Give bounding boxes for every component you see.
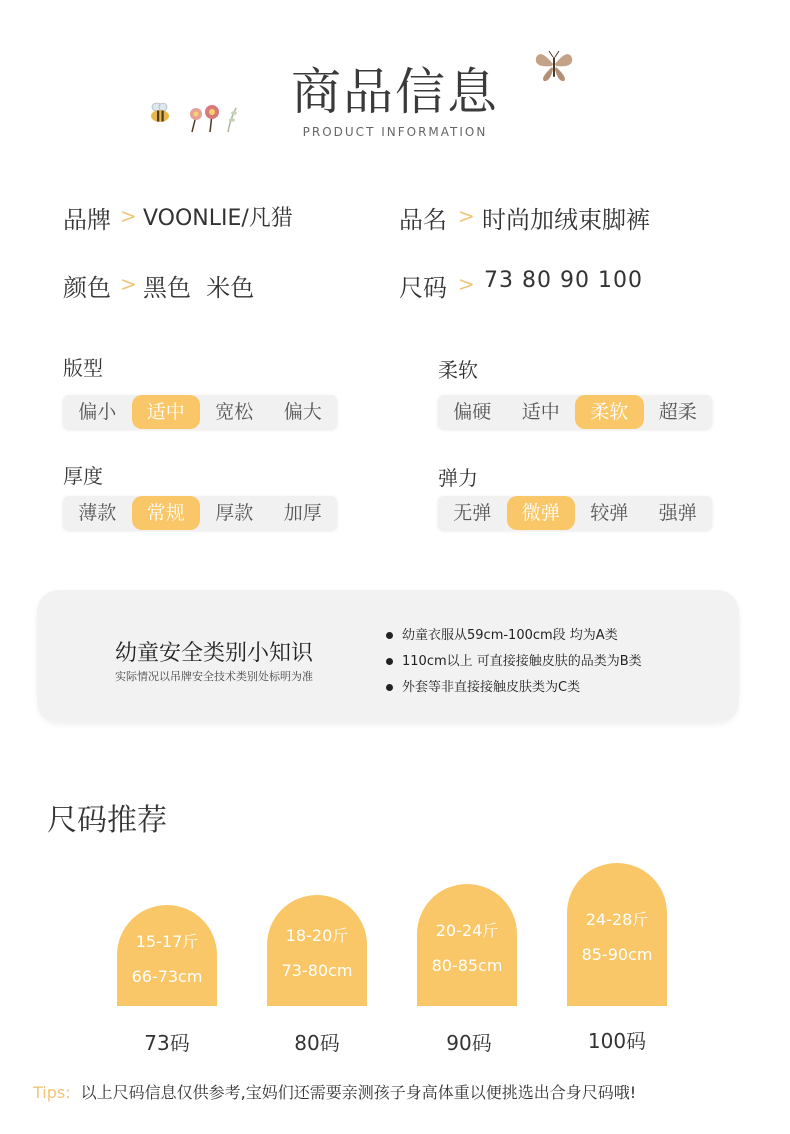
softness-option: 超柔: [658, 401, 697, 423]
size-card: [567, 863, 667, 1006]
name-value: 时尚加绒束脚裤: [482, 206, 650, 234]
thickness-option: 薄款: [78, 502, 117, 524]
elasticity-scale: [438, 496, 712, 530]
thickness-option-selected: 常规: [132, 496, 201, 530]
fit-scale: [63, 395, 337, 429]
safety-bullet: 外套等非直接接触皮肤类为C类: [386, 676, 580, 695]
color-value: 黑色 米色: [143, 274, 255, 302]
arrow-icon: >: [120, 272, 137, 296]
size-card: [267, 895, 367, 1006]
bullet-icon: [386, 632, 393, 639]
bullet-icon: [386, 684, 393, 691]
thickness-scale: [63, 496, 337, 530]
size-height: 66-73cm: [131, 967, 203, 986]
size-label: 100码: [587, 1029, 647, 1053]
elasticity-option: 无弹: [453, 502, 492, 524]
size-weight: 18-20斤: [285, 926, 349, 945]
tips-text: 以上尺码信息仅供参考,宝妈们还需要亲测孩子身高体重以便挑选出合身尺码哦!: [80, 1083, 637, 1102]
fit-option: 偏小: [78, 401, 117, 423]
brand-value: VOONLIE/凡猎: [143, 206, 293, 231]
softness-option-selected: 柔软: [575, 395, 644, 429]
page-subtitle: PRODUCT INFORMATION: [302, 125, 488, 139]
fit-title: 版型: [63, 356, 103, 380]
size-height: 73-80cm: [281, 961, 353, 980]
page-title: 商品信息: [291, 63, 499, 121]
bullet-icon: [386, 658, 393, 665]
size-weight: 24-28斤: [585, 910, 649, 929]
thickness-option: 加厚: [283, 502, 322, 524]
fit-option: 宽松: [215, 401, 254, 423]
size-weight: 15-17斤: [135, 932, 199, 951]
tips-label: Tips:: [33, 1083, 71, 1102]
thickness-option: 厚款: [215, 502, 254, 524]
arrow-icon: >: [458, 272, 475, 296]
softness-title: 柔软: [438, 358, 478, 382]
size-height: 80-85cm: [431, 956, 503, 975]
fit-option: 偏大: [283, 401, 322, 423]
safety-bullet: 幼童衣服从59cm-100cm段 均为A类: [386, 624, 618, 643]
elasticity-option-selected: 微弹: [507, 496, 576, 530]
size-label: 90码: [446, 1031, 492, 1055]
safety-bullet: 110cm以上 可直接接触皮肤的品类为B类: [386, 650, 642, 669]
softness-option: 适中: [521, 401, 560, 423]
softness-scale: [438, 395, 712, 429]
color-label: 颜色: [63, 274, 111, 302]
size-card: [417, 884, 517, 1006]
size-recommend-title: 尺码推荐: [47, 803, 167, 838]
elasticity-title: 弹力: [438, 466, 478, 490]
size-label: 尺码: [399, 274, 447, 302]
size-value: 73 80 90 100: [484, 268, 643, 293]
arrow-icon: >: [120, 204, 137, 228]
tips-line: [33, 1080, 636, 1103]
size-label: 73码: [144, 1031, 190, 1055]
brand-label: 品牌: [63, 206, 111, 234]
softness-option: 偏硬: [453, 401, 492, 423]
arrow-icon: >: [458, 204, 475, 228]
size-height: 85-90cm: [581, 945, 653, 964]
size-card: [117, 905, 217, 1006]
size-weight: 20-24斤: [435, 921, 499, 940]
thickness-title: 厚度: [63, 464, 103, 488]
name-label: 品名: [399, 206, 447, 234]
size-label: 80码: [294, 1031, 340, 1055]
elasticity-option: 强弹: [658, 502, 697, 524]
safety-knowledge-subtitle: 实际情况以吊牌安全技术类别处标明为准: [115, 670, 313, 683]
fit-option-selected: 适中: [132, 395, 201, 429]
elasticity-option: 较弹: [590, 502, 629, 524]
safety-knowledge-title: 幼童安全类别小知识: [115, 641, 314, 666]
